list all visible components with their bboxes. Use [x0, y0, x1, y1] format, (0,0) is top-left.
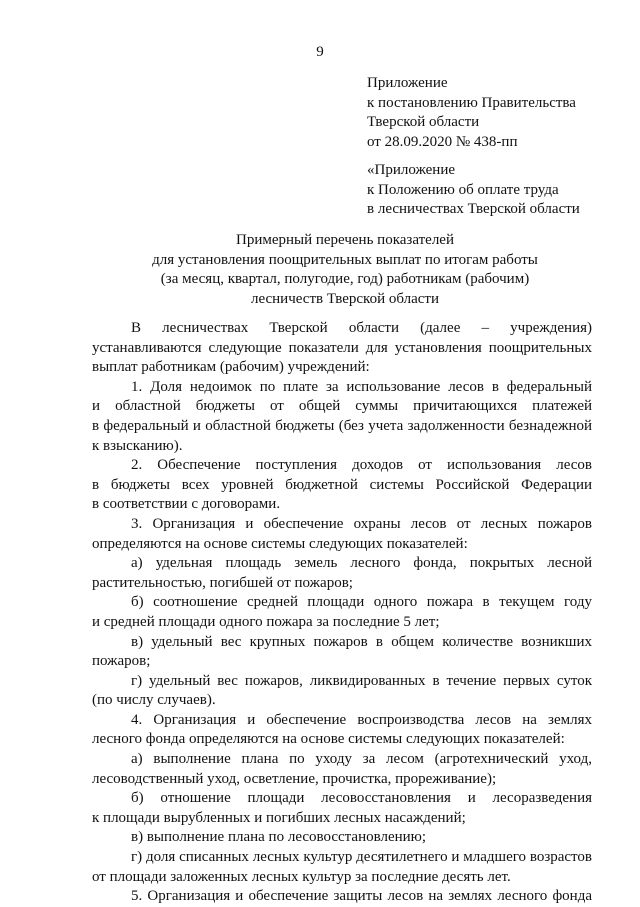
text-line: в соответствии с договорами. [92, 496, 281, 513]
paragraph-3 [92, 515, 592, 554]
title-line: (за месяц, квартал, полугодие, год) работникам (рабочим) [160, 271, 530, 287]
paragraph-3d [92, 672, 592, 711]
title-line: для установления поощрительных выплат по итогам работы [152, 251, 538, 268]
appendix-block [367, 74, 617, 152]
annex-line: «Приложение [367, 162, 456, 178]
text-line: 3. Организация и обеспечение охраны лесов от лесных пожаров [131, 515, 592, 532]
text-line: В лесничествах Тверской области (далее – учреждения) [131, 320, 592, 336]
document-title [100, 231, 590, 309]
paragraph-3a [92, 554, 592, 593]
text-line: б) соотношение средней площади одного пожара в текущем году [131, 594, 592, 611]
text-line: выплат работникам (рабочим) учреждений: [92, 359, 370, 376]
paragraph-4b [92, 789, 592, 828]
paragraph-4d [92, 848, 592, 887]
paragraph-2 [92, 456, 592, 515]
appendix-line: Приложение [367, 75, 448, 91]
paragraph-4a [92, 750, 592, 789]
text-line: определяются на основе системы следующих показателей: [92, 535, 468, 552]
text-line: в) выполнение плана по лесовосстановлению; [131, 829, 427, 846]
text-line: (по числу случаев). [92, 692, 216, 709]
text-line: 2. Обеспечение поступления доходов от использования лесов [131, 457, 592, 474]
text-line: лесного фонда определяются на основе системы следующих показателей: [92, 731, 565, 748]
appendix-line: Тверской области [367, 114, 480, 130]
text-line: устанавливаются следующие показатели для установления поощрительных [92, 339, 592, 356]
document-body [92, 319, 592, 907]
text-line: лесоводственный уход, осветление, прочистка, прореживание); [92, 770, 497, 787]
text-line: 4. Организация и обеспечение воспроизводства лесов на землях [131, 711, 592, 728]
paragraph-5 [92, 887, 592, 907]
text-line: и средней площади одного пожара за последние 5 лет; [92, 613, 440, 630]
paragraph-1 [92, 378, 592, 456]
paragraph-4 [92, 711, 592, 750]
paragraph-4c [92, 828, 592, 848]
text-line: в) удельный вес крупных пожаров в общем количестве возникших [131, 633, 592, 650]
text-line: г) доля списанных лесных культур десятилетнего и младшего возрастов [131, 849, 592, 866]
text-line: к взысканию). [92, 437, 183, 454]
annex-line: к Положению об оплате труда [367, 181, 559, 198]
title-line: лесничеств Тверской области [250, 290, 440, 307]
text-line: 5. Организация и обеспечение защиты лесов на землях лесного фонда [131, 888, 592, 905]
text-line: а) удельная площадь земель лесного фонда, покрытых лесной [131, 555, 592, 572]
text-line: б) отношение площади лесовосстановления и лесоразведения [131, 790, 592, 807]
text-line: а) выполнение плана по уходу за лесом (агротехнический уход, [131, 751, 592, 768]
text-line: к площади вырубленных и погибших лесных насаждений; [92, 809, 466, 826]
text-line: г) удельный вес пожаров, ликвидированных в течение первых суток [131, 672, 592, 689]
annex-block [367, 161, 617, 220]
text-line: пожаров; [92, 653, 151, 670]
page-number: 9 [316, 44, 324, 60]
text-line: 1. Доля недоимок по плате за использование лесов в федеральный [131, 378, 592, 395]
text-line: в бюджеты всех уровней бюджетной системы Российской Федерации [92, 476, 592, 493]
paragraph-3b [92, 593, 592, 632]
text-line: и областной бюджеты от общей суммы причитающихся платежей [92, 398, 592, 415]
text-line: от площади заложенных лесных культур за последние десять лет. [92, 868, 511, 885]
appendix-line: от 28.09.2020 № 438-пп [367, 133, 518, 150]
annex-line: в лесничествах Тверской области [367, 201, 580, 217]
appendix-line: к постановлению Правительства [367, 94, 576, 111]
text-line: в федеральный и областной бюджеты (без учета задолженности безнадежной [92, 417, 592, 434]
paragraph-3c [92, 633, 592, 672]
paragraph-intro [92, 319, 592, 378]
text-line: растительностью, погибшей от пожаров; [92, 574, 353, 591]
title-line: Примерный перечень показателей [235, 232, 454, 248]
